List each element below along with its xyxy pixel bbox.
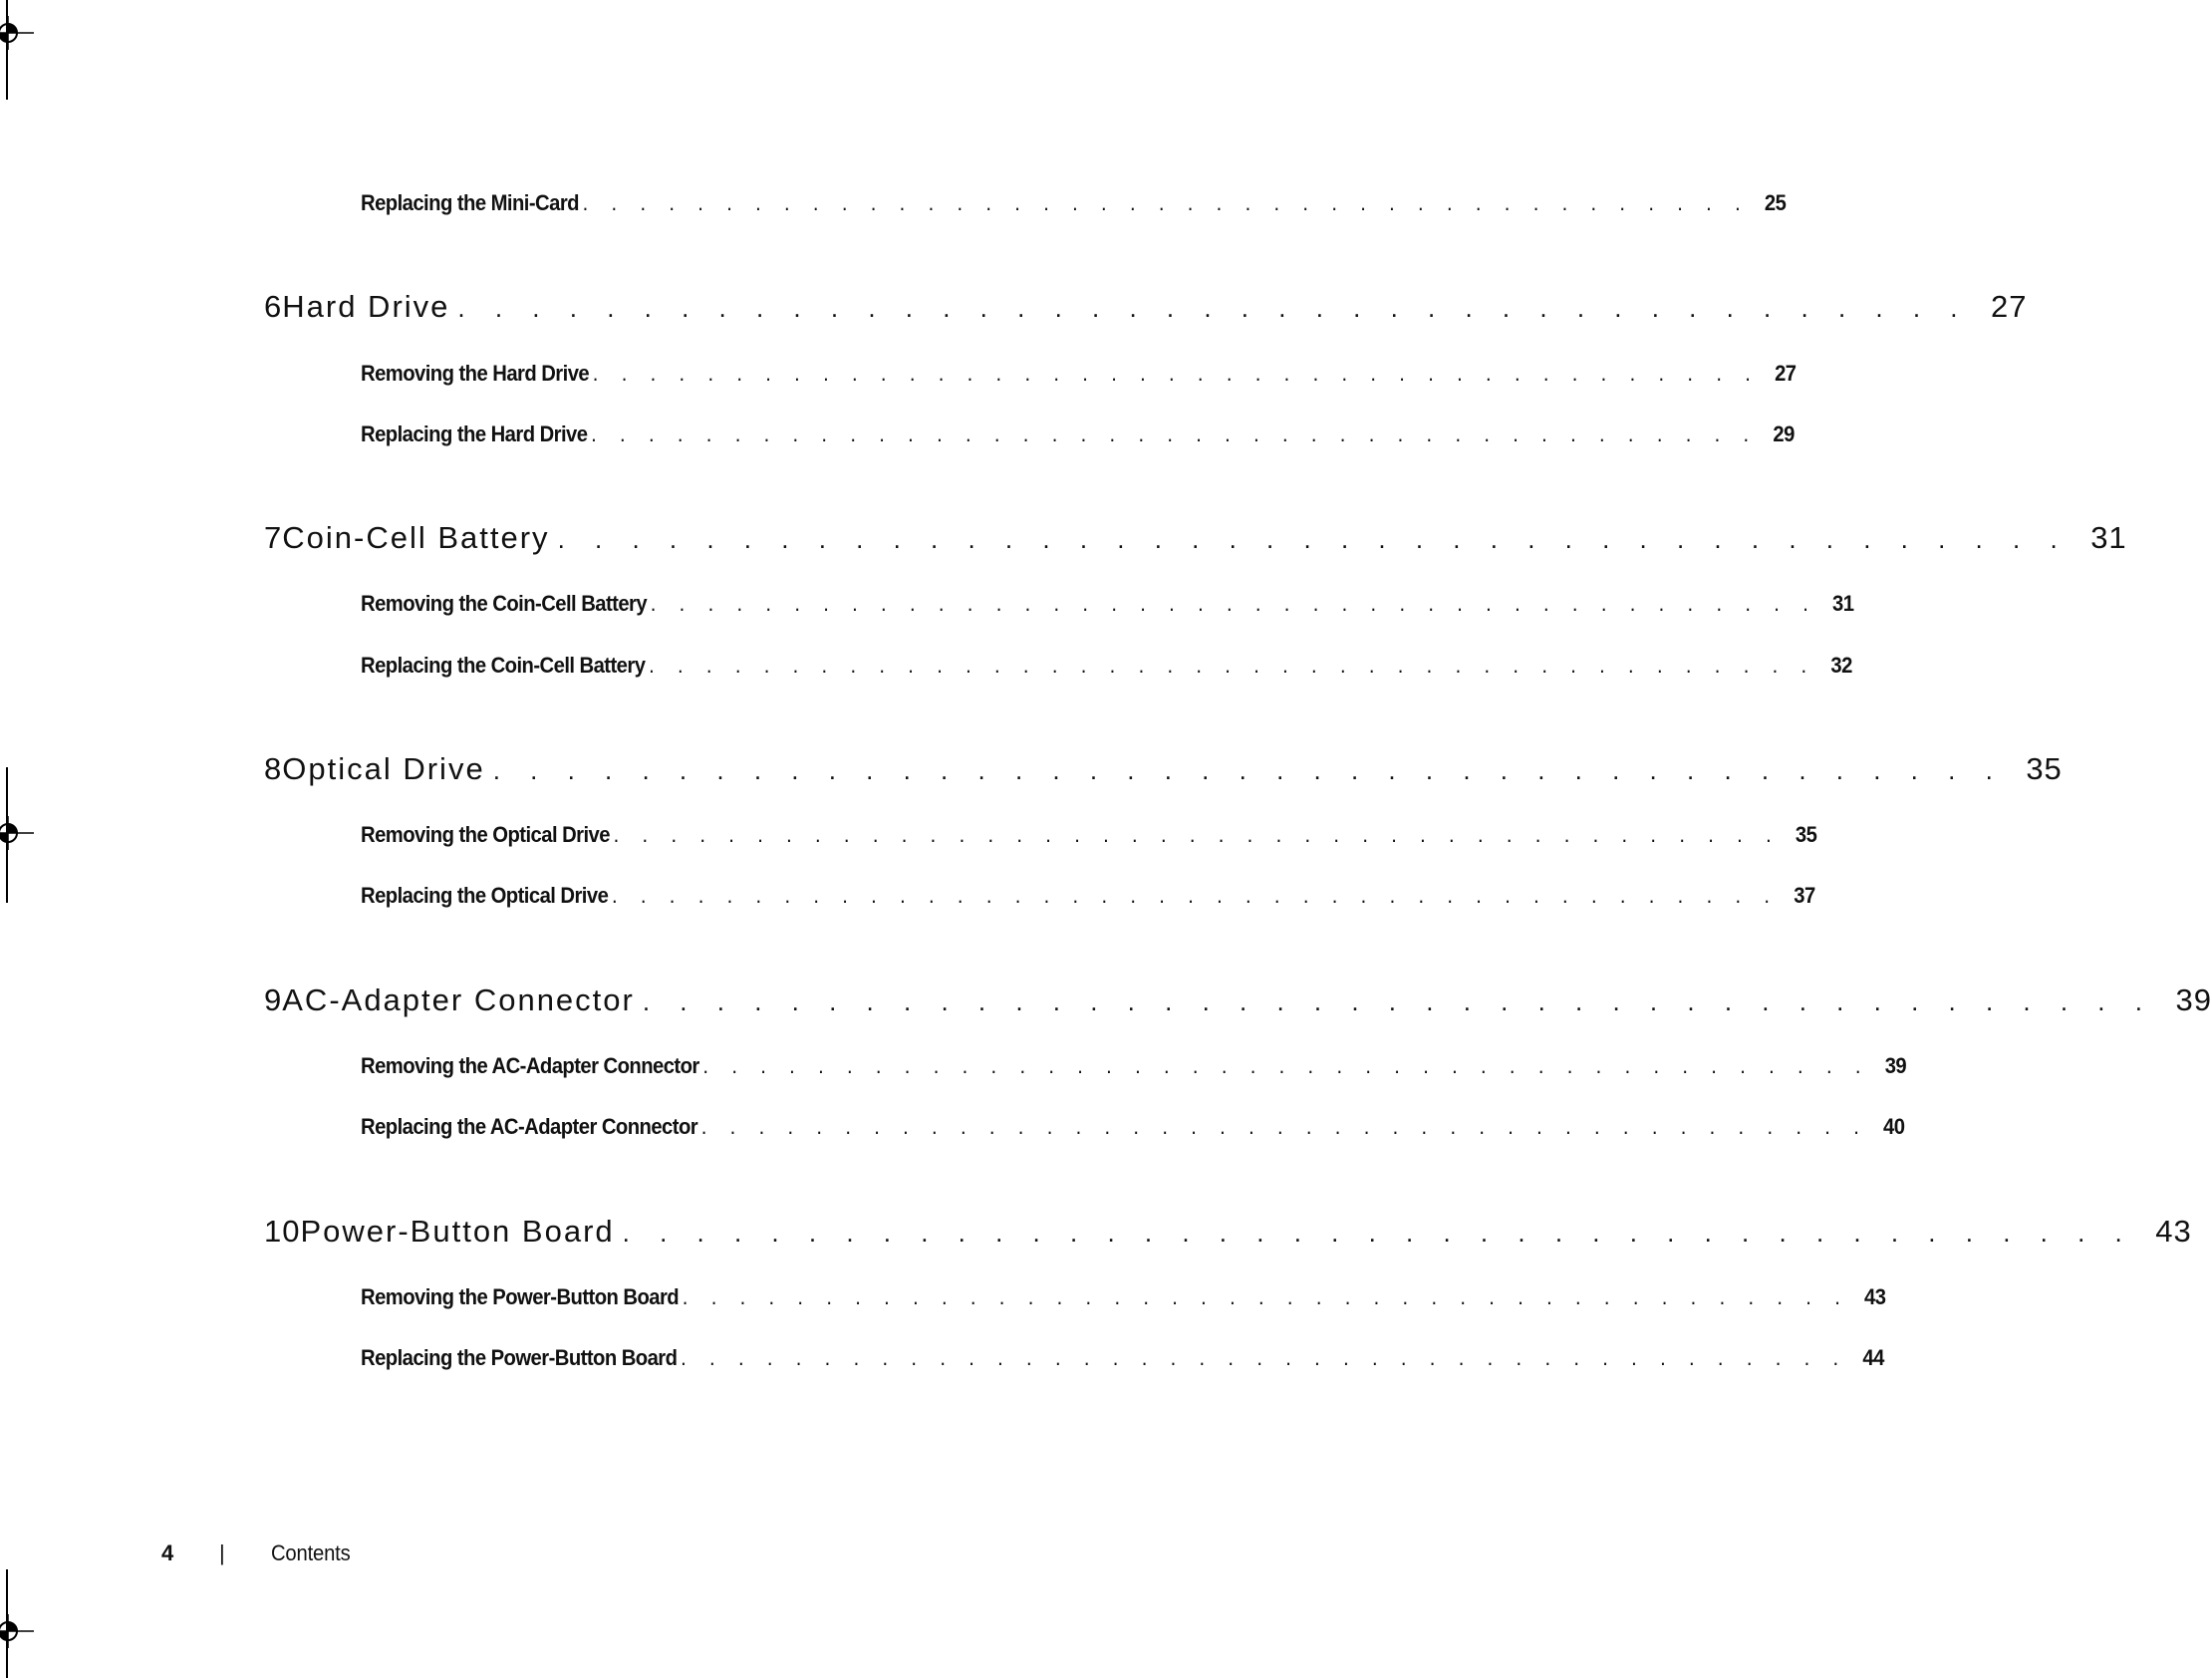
- chapter-page: 43: [2155, 1214, 2192, 1249]
- toc-sub-entry[interactable]: [361, 1284, 1886, 1314]
- toc-sub-entry[interactable]: [361, 822, 1817, 852]
- toc-entry-page: 35: [1795, 822, 1817, 847]
- dot-leader: . . . . . . . . . . . . . . . . . . . . . . . . . . . . . . . . . . . . . . . . .: [650, 591, 1817, 616]
- dot-leader: . . . . . . . . . . . . . . . . . . . . . . . . . . . . . . . . . . . . . . . . .: [682, 1284, 1849, 1309]
- dot-leader: . . . . . . . . . . . . . . . . . . . . . . . . . . . . . . . . . . . . . . . . .: [557, 524, 2070, 554]
- chapter-page: 35: [2026, 751, 2063, 786]
- page-number: 4: [161, 1540, 174, 1565]
- toc-entry-title: Replacing the Mini-Card: [361, 190, 579, 215]
- toc-entry-title: Removing the Power-Button Board: [361, 1284, 680, 1309]
- toc-sub-entry[interactable]: [361, 1053, 1907, 1083]
- chapter-title: Coin-Cell Battery: [282, 520, 550, 555]
- toc-chapter-entry[interactable]: [264, 1214, 2192, 1254]
- crop-line-bottom: [6, 1569, 8, 1678]
- dot-leader: . . . . . . . . . . . . . . . . . . . . . . . . . . . . . . . . . . . . . . . . .: [681, 1345, 1848, 1370]
- toc-entry-page: 32: [1830, 653, 1852, 678]
- dot-leader: . . . . . . . . . . . . . . . . . . . . . . . . . . . . . . . . . . . . . . . . .: [622, 1218, 2134, 1248]
- toc-entry-title: Replacing the Optical Drive: [361, 883, 609, 908]
- toc-entry-page: 25: [1764, 190, 1787, 215]
- toc-entry-title: Removing the Coin-Cell Battery: [361, 591, 648, 616]
- chapter-title: Power-Button Board: [300, 1214, 615, 1249]
- toc-sub-entry[interactable]: [361, 190, 1787, 220]
- page-footer: [161, 1540, 357, 1570]
- toc-entry-title: Removing the AC-Adapter Connector: [361, 1053, 699, 1078]
- crop-line-middle: [6, 767, 8, 903]
- dot-leader: . . . . . . . . . . . . . . . . . . . . . . . . . . . . . . . . . . . . . . . . .: [582, 190, 1750, 215]
- chapter-number: 7: [264, 520, 283, 555]
- toc-entry-title: Removing the Hard Drive: [361, 361, 590, 386]
- toc-chapter-entry[interactable]: [264, 520, 2127, 560]
- crop-line-top: [6, 0, 8, 100]
- toc-entry-page: 44: [1862, 1345, 1884, 1370]
- toc-entry-title: Replacing the Coin-Cell Battery: [361, 653, 646, 678]
- chapter-title: Hard Drive: [282, 289, 450, 324]
- chapter-number: 10: [264, 1214, 301, 1249]
- dot-leader: . . . . . . . . . . . . . . . . . . . . . . . . . . . . . . . . . . . . . . . . .: [591, 421, 1759, 446]
- chapter-page: 27: [1991, 289, 2028, 324]
- toc-entry-title: Replacing the Power-Button Board: [361, 1345, 678, 1370]
- toc-sub-entry[interactable]: [361, 1114, 1905, 1144]
- toc-entry-page: 37: [1794, 883, 1815, 908]
- dot-leader: . . . . . . . . . . . . . . . . . . . . . . . . . . . . . . . . . . . . . . . . .: [592, 361, 1760, 386]
- toc-chapter-entry[interactable]: [264, 982, 2212, 1022]
- toc-entry-page: 27: [1775, 361, 1797, 386]
- toc-entry-page: 40: [1883, 1114, 1905, 1139]
- toc-entry-page: 31: [1832, 591, 1854, 616]
- chapter-number: 9: [264, 982, 283, 1017]
- toc-entry-title: Replacing the AC-Adapter Connector: [361, 1114, 698, 1139]
- dot-leader: . . . . . . . . . . . . . . . . . . . . . . . . . . . . . . . . . . . . . . . . .: [700, 1114, 1868, 1139]
- toc-entry-title: Removing the Optical Drive: [361, 822, 610, 847]
- toc-sub-entry[interactable]: [361, 361, 1797, 391]
- toc-sub-entry[interactable]: [361, 1345, 1884, 1375]
- dot-leader: . . . . . . . . . . . . . . . . . . . . . . . . . . . . . . . . . . . . . . . . .: [702, 1053, 1870, 1078]
- chapter-page: 31: [2090, 520, 2127, 555]
- chapter-title: AC-Adapter Connector: [282, 982, 635, 1017]
- dot-leader: . . . . . . . . . . . . . . . . . . . . . . . . . . . . . . . . . . . . . . . . .: [649, 653, 1815, 678]
- chapter-page: 39: [2175, 982, 2212, 1017]
- dot-leader: . . . . . . . . . . . . . . . . . . . . . . . . . . . . . . . . . . . . . . . . .: [613, 822, 1781, 847]
- toc-chapter-entry[interactable]: [264, 289, 2028, 329]
- toc-entry-title: Replacing the Hard Drive: [361, 421, 588, 446]
- toc-chapter-entry[interactable]: [264, 751, 2063, 791]
- toc-entry-page: 39: [1884, 1053, 1907, 1078]
- dot-leader: . . . . . . . . . . . . . . . . . . . . . . . . . . . . . . . . . . . . . . . . .: [492, 755, 2005, 785]
- dot-leader: . . . . . . . . . . . . . . . . . . . . . . . . . . . . . . . . . . . . . . . . .: [611, 883, 1779, 908]
- toc-sub-entry[interactable]: [361, 421, 1795, 451]
- toc-sub-entry[interactable]: [361, 883, 1815, 913]
- chapter-number: 8: [264, 751, 283, 786]
- toc-entry-page: 43: [1864, 1284, 1886, 1309]
- chapter-number: 6: [264, 289, 283, 324]
- toc-sub-entry[interactable]: [361, 591, 1854, 621]
- chapter-title: Optical Drive: [282, 751, 485, 786]
- footer-separator: |: [219, 1540, 225, 1565]
- toc-sub-entry[interactable]: [361, 653, 1852, 683]
- dot-leader: . . . . . . . . . . . . . . . . . . . . . . . . . . . . . . . . . . . . . . . . .: [457, 293, 1970, 323]
- footer-section-label: Contents: [271, 1540, 351, 1565]
- toc-entry-page: 29: [1773, 421, 1795, 446]
- dot-leader: . . . . . . . . . . . . . . . . . . . . . . . . . . . . . . . . . . . . . . . . .: [642, 986, 2154, 1016]
